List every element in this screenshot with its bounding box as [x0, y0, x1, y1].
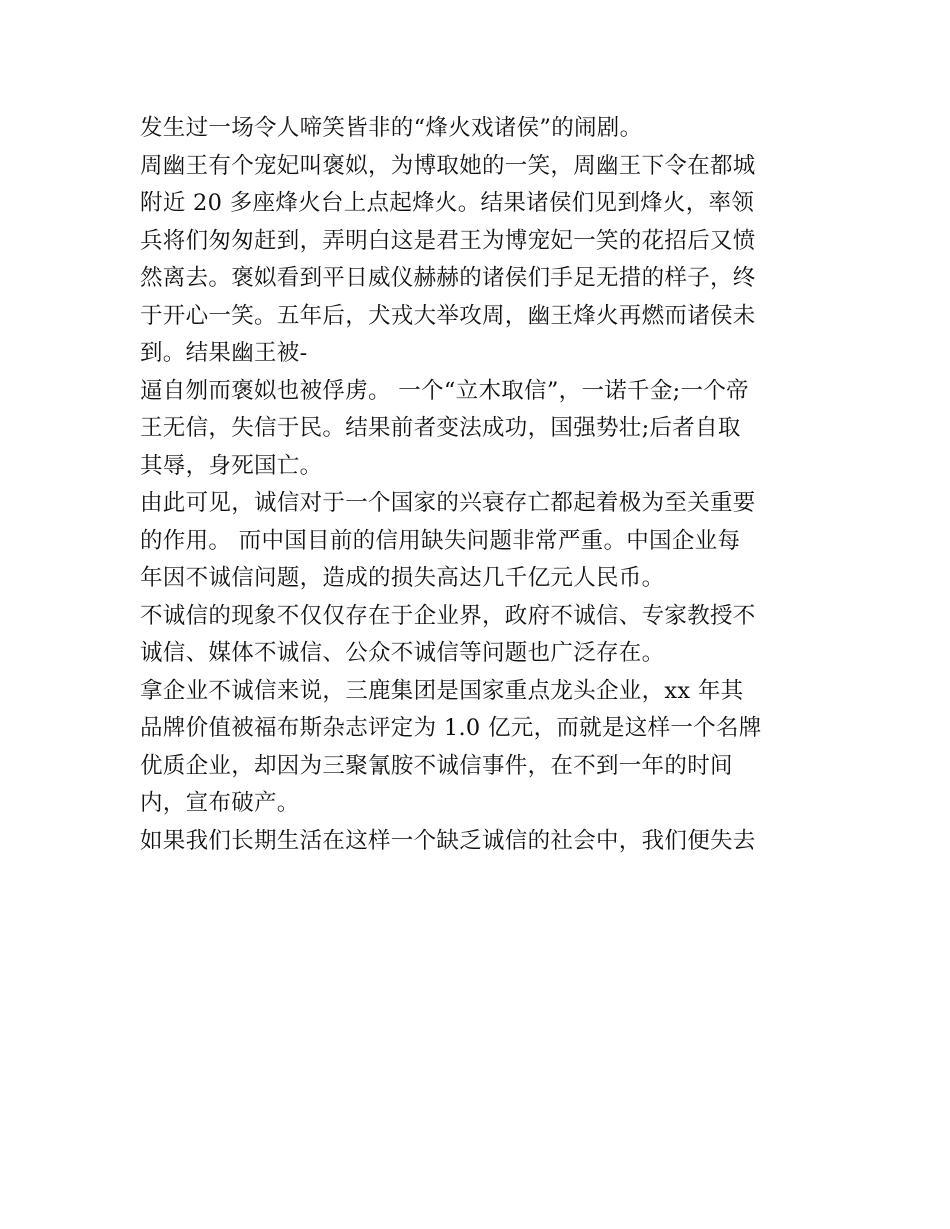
document-body — [140, 110, 820, 860]
text-line: 于开心一笑。五年后，犬戎大举攻周，幽王烽火再燃而诸侯未 — [140, 302, 756, 329]
text-line: 优质企业，却因为三聚氰胺不诚信事件，在不到一年的时间 — [140, 752, 733, 779]
text-line: 王无信，失信于民。结果前者变法成功，国强势壮;后者自取 — [140, 415, 741, 441]
text-line: 品牌价值被福布斯杂志评定为 1.0 亿元，而就是这样一个名牌 — [140, 715, 762, 741]
text-line: 附近 20 多座烽火台上点起烽火。结果诸侯们见到烽火，率领 — [140, 190, 755, 216]
text-line: 周幽王有个宠妃叫褒姒，为博取她的一笑，周幽王下令在都城 — [140, 152, 756, 179]
text-line: 逼自刎而褒姒也被俘虏。 一个“立木取信”，一诺千金;一个帝 — [140, 377, 749, 404]
text-line: 由此可见，诚信对于一个国家的兴衰存亡都起着极为至关重要 — [140, 490, 756, 516]
text-line: 其辱，身死国亡。 — [140, 452, 323, 479]
text-line: 诚信、媒体不诚信、公众不诚信等问题也广泛存在。 — [140, 640, 665, 666]
text-line: 到。结果幽王被- — [140, 340, 308, 366]
text-line: 如果我们长期生活在这样一个缺乏诚信的社会中，我们便失去 — [140, 827, 756, 854]
text-line: 年因不诚信问题，造成的损失高达几千亿元人民币。 — [140, 565, 665, 591]
text-line: 拿企业不诚信来说，三鹿集团是国家重点龙头企业，xx 年其 — [140, 677, 744, 704]
text-line: 内，宣布破产。 — [140, 790, 300, 816]
text-line: 的作用。 而中国目前的信用缺失问题非常严重。中国企业每 — [140, 527, 741, 554]
text-line: 兵将们匆匆赶到，弄明白这是君王为博宠妃一笑的花招后又愤 — [140, 227, 756, 254]
text-line: 然离去。褒姒看到平日威仪赫赫的诸侯们手足无措的样子，终 — [140, 265, 756, 291]
text-line: 不诚信的现象不仅仅存在于企业界，政府不诚信、专家教授不 — [140, 602, 756, 629]
text-line: 发生过一场令人啼笑皆非的“烽火戏诸侯”的闹剧。 — [140, 115, 643, 141]
